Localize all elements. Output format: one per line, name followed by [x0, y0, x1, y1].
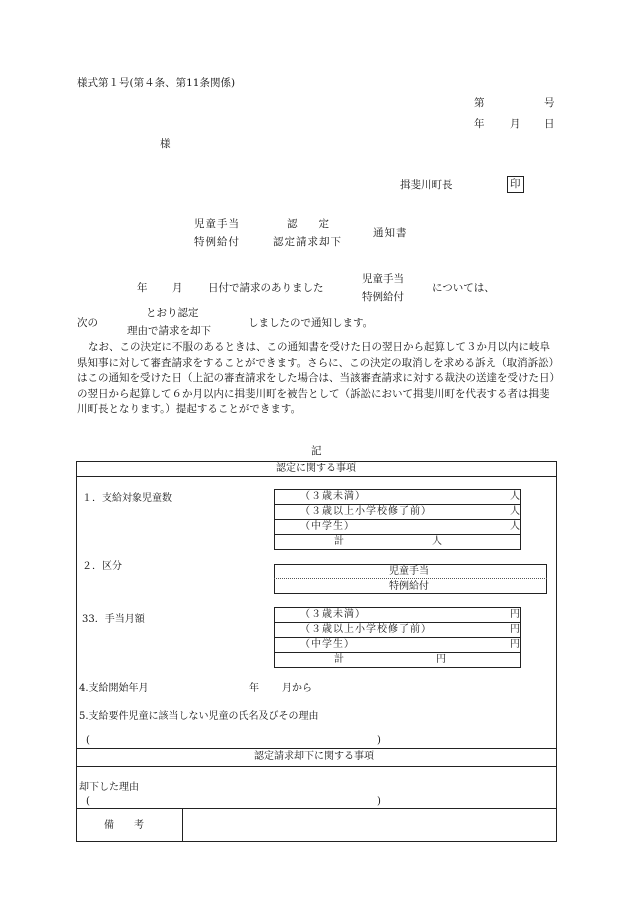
item-children-count-label: １．支給対象児童数	[82, 493, 172, 504]
amount-row-divider	[274, 652, 521, 653]
rejection-paren-close: )	[377, 796, 381, 807]
children-row-label: （中学生）	[300, 521, 355, 532]
amount-row-label: （中学生）	[300, 639, 355, 650]
body-date-request: 日付で請求のありました	[208, 282, 324, 294]
start-year: 年	[249, 683, 259, 694]
section2-divider	[76, 766, 557, 767]
body-month: 月	[172, 282, 183, 294]
children-row-unit: 人	[510, 521, 520, 532]
item-monthly-amount-label: 33．手当月額	[82, 614, 145, 625]
remarks-label: 備 考	[104, 820, 144, 831]
category-child-allowance: 児童手当	[389, 566, 429, 577]
title-option-rejection: 認定請求却下	[273, 236, 342, 248]
title-option-special-benefit: 特例給付	[194, 236, 240, 248]
section2-top-divider	[76, 748, 557, 749]
title-option-child-allowance: 児童手当	[194, 218, 240, 230]
children-row-unit: 人	[510, 491, 520, 502]
appeal-paragraph	[77, 340, 557, 418]
body-decision-reject: 理由で請求を却下	[127, 325, 211, 337]
children-row-divider	[274, 534, 521, 535]
body-year: 年	[137, 282, 148, 294]
addressee-suffix: 様	[160, 138, 171, 150]
title-option-approval: 認 定	[287, 218, 329, 230]
ki-label: 記	[311, 445, 322, 457]
section1-divider	[76, 476, 557, 477]
date-day: 日	[544, 118, 555, 130]
amount-total-label: 計	[334, 654, 344, 665]
children-row-label: （３歳以上小学校修了前）	[300, 506, 432, 517]
body-type-special-benefit: 特例給付	[362, 291, 404, 303]
date-month: 月	[510, 118, 521, 130]
body-next: 次の	[77, 317, 98, 329]
form-label: 様式第１号(第４条、第11条関係)	[77, 77, 236, 89]
body-decision-approve: とおり認定	[146, 307, 199, 319]
start-month: 月から	[282, 683, 312, 694]
body-type-child-allowance: 児童手当	[362, 273, 404, 285]
children-total-unit: 人	[432, 536, 442, 547]
amount-row-unit: 円	[510, 624, 520, 635]
body-regarding: については、	[432, 282, 495, 294]
section-approval-heading: 認定に関する事項	[276, 463, 356, 474]
number-suffix: 号	[544, 97, 555, 109]
number-prefix: 第	[474, 97, 485, 109]
category-special-benefit: 特例給付	[389, 581, 429, 592]
item-ineligible-children-label: 5.支給要件児童に該当しない児童の氏名及びその理由	[79, 711, 319, 722]
amount-row-divider	[274, 622, 521, 623]
amount-row-divider	[274, 637, 521, 638]
children-total-label: 計	[334, 536, 344, 547]
children-row-divider	[274, 519, 521, 520]
amount-row-unit: 円	[510, 609, 520, 620]
children-row-label: （３歳未満）	[300, 491, 366, 502]
ineligible-paren-open: (	[86, 735, 90, 746]
issuer-name: 揖斐川町長	[400, 179, 453, 191]
amount-total-unit: 円	[436, 654, 446, 665]
seal-stamp: 印	[507, 176, 524, 193]
body-notify: しましたので通知します。	[248, 317, 374, 329]
item-start-month-label: 4.支給開始年月	[79, 683, 149, 694]
appeal-text: なお、この決定に不服のあるときは、この通知書を受けた日の翌日から起算して３か月以内に岐阜県知事に対して審査請求をすることができます。さらに、この決定の取消しを求める訴え（取消訴訟）はこの通知を受けた日（上記の審査請求をした場合は、当該審査請求に対する裁決の送達を受けた日）の翌日から起算して６か月以内に揖斐川町を被告として（訴訟において揖斐川町を代表する者は揖斐川町長となります。）提起することができます。	[77, 341, 555, 415]
amount-row-unit: 円	[510, 639, 520, 650]
children-row-divider	[274, 504, 521, 505]
section-rejection-heading: 認定請求却下に関する事項	[254, 751, 374, 762]
amount-row-label: （３歳未満）	[300, 609, 366, 620]
date-year: 年	[474, 118, 485, 130]
item-category-label: ２．区分	[82, 561, 122, 572]
rejection-reason-label: 却下した理由	[79, 782, 139, 793]
rejection-paren-open: (	[86, 796, 90, 807]
ineligible-paren-close: )	[377, 735, 381, 746]
title-suffix: 通知書	[373, 227, 408, 239]
remarks-vertical-divider	[182, 808, 183, 842]
remarks-divider	[76, 808, 557, 809]
category-dotted-divider	[274, 578, 547, 579]
amount-row-label: （３歳以上小学校修了前）	[300, 624, 432, 635]
children-row-unit: 人	[510, 506, 520, 517]
